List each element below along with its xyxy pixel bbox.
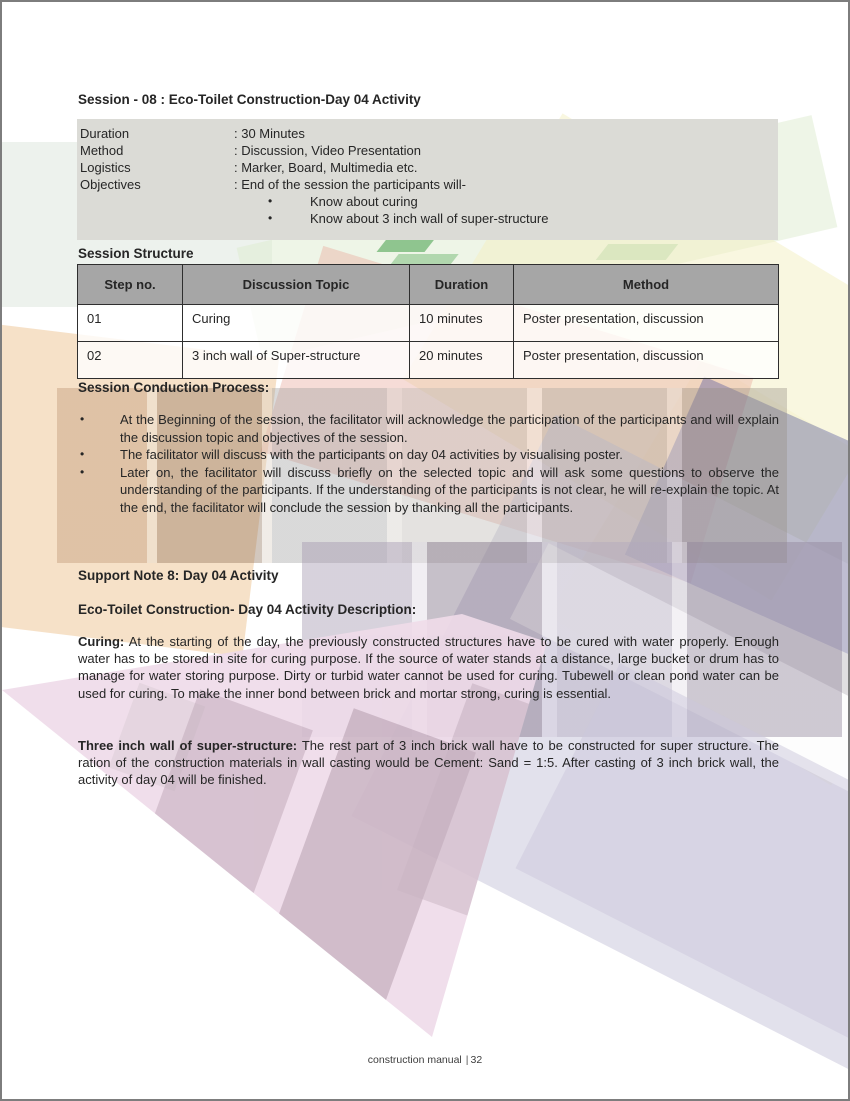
table-header-topic: Discussion Topic [183, 265, 410, 305]
table-cell-topic: 3 inch wall of Super-structure [183, 342, 410, 379]
three-inch-wall-paragraph-lead: Three inch wall of super-structure: [78, 738, 298, 753]
table-row [78, 342, 779, 379]
table-cell-method: Poster presentation, discussion [514, 342, 779, 379]
conduction-bullet-text: Later on, the facilitator will discuss briefly on the selected topic and will ask some questions to observe the understanding of the participants. If the understanding of the participants is not clear, he will re-explain the topic. At the end, the facilitator will conclude the session by thanking all the participants. [120, 464, 779, 515]
list-item [78, 464, 779, 517]
table-cell-step: 01 [78, 305, 183, 342]
info-row-duration [80, 125, 770, 142]
conduction-bullet-text: The facilitator will discuss with the participants on day 04 activities by visualising poster. [120, 447, 623, 462]
session-structure-table [77, 264, 779, 379]
table-cell-step: 02 [78, 342, 183, 379]
table-cell-method: Poster presentation, discussion [514, 305, 779, 342]
document-content [2, 2, 848, 1099]
bullet-icon: • [268, 194, 273, 208]
footer-page-number: 32 [470, 1054, 483, 1066]
conduction-process-heading: Session Conduction Process: [78, 380, 270, 395]
activity-description-heading: Eco-Toilet Construction- Day 04 Activity Description: [78, 602, 417, 617]
table-cell-duration: 10 minutes [410, 305, 514, 342]
objective-bullet-text: Know about curing [310, 194, 418, 209]
page-footer [2, 1052, 848, 1069]
footer-divider: | [465, 1054, 469, 1066]
three-inch-wall-paragraph-text: The rest part of 3 inch brick wall have to be constructed for super structure. The ration of the construction materials in wall casting would be Cement: Sand = 1:5. After casting of 3 inch brick wall, the activity of day 04 will be finished. [78, 738, 779, 788]
bullet-icon: • [268, 211, 273, 225]
curing-paragraph-text: At the starting of the day, the previously constructed structures have to be cured with water properly. Enough water has to be stored in site for curing purpose. If the source of water stands at a distance, large bucket or drum has to manage for water storing purpose. Dirty or turbid water cannot be used for curing. Tubewell or clean pond water can be used for curing. To make the inner bond between brick and mortar strong, curing is essential. [78, 634, 779, 701]
info-label-duration: Duration [80, 126, 130, 141]
objective-bullet-item [80, 193, 770, 210]
three-inch-wall-paragraph [78, 737, 779, 789]
curing-paragraph-lead: Curing: [78, 634, 125, 649]
footer-label: construction manual [367, 1054, 462, 1066]
info-label-objectives: Objectives [80, 177, 141, 192]
info-value-logistics: : Marker, Board, Multimedia etc. [234, 160, 418, 175]
session-info-box [77, 119, 778, 240]
info-row-objectives [80, 176, 770, 193]
conduction-bullet-list [78, 411, 779, 516]
info-label-logistics: Logistics [80, 160, 131, 175]
list-item [78, 446, 779, 464]
table-header-method: Method [514, 265, 779, 305]
objective-bullet-item [80, 210, 770, 227]
curing-paragraph [78, 633, 779, 702]
bullet-icon: • [80, 447, 85, 461]
table-header-step: Step no. [78, 265, 183, 305]
table-row [78, 305, 779, 342]
table-header-row [78, 265, 779, 305]
bullet-icon: • [80, 412, 85, 426]
table-cell-duration: 20 minutes [410, 342, 514, 379]
info-row-logistics [80, 159, 770, 176]
info-label-method: Method [80, 143, 124, 158]
table-header-duration: Duration [410, 265, 514, 305]
info-value-method: : Discussion, Video Presentation [234, 143, 421, 158]
session-structure-heading: Session Structure [78, 246, 194, 261]
info-value-duration: : 30 Minutes [234, 126, 305, 141]
conduction-bullet-text: At the Beginning of the session, the facilitator will acknowledge the participation of the participants and will explain the discussion topic and objectives of the session. [120, 412, 779, 445]
support-note-heading: Support Note 8: Day 04 Activity [78, 568, 279, 583]
info-value-objectives: : End of the session the participants will- [234, 177, 466, 192]
info-row-method [80, 142, 770, 159]
objective-bullet-text: Know about 3 inch wall of super-structure [310, 211, 549, 226]
bullet-icon: • [80, 464, 85, 479]
page-title: Session - 08 : Eco-Toilet Construction-Day 04 Activity [78, 92, 421, 107]
table-cell-topic: Curing [183, 305, 410, 342]
list-item [78, 411, 779, 446]
